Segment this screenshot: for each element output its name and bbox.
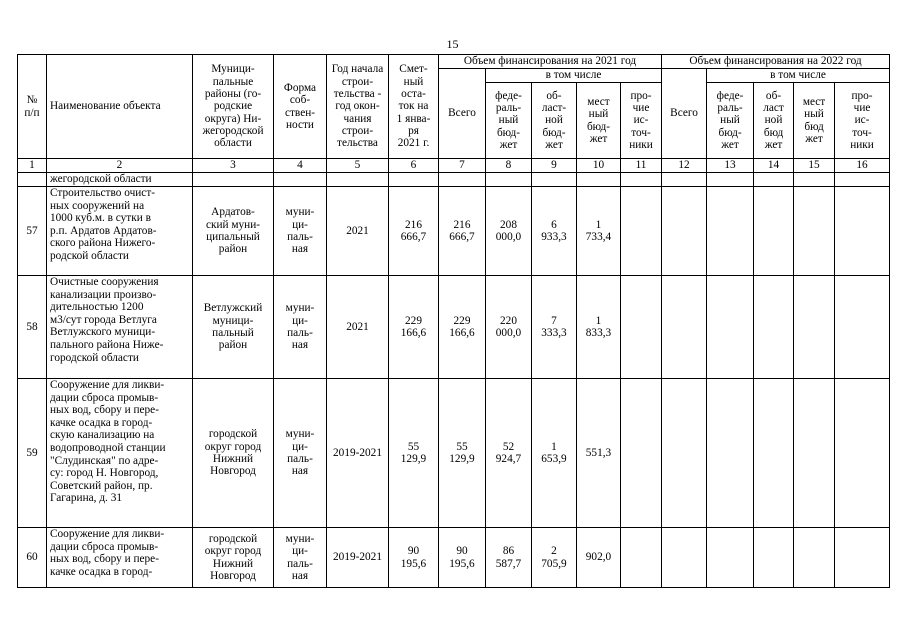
header-number: № п/п <box>18 55 47 159</box>
column-number: 5 <box>327 159 389 173</box>
regional-2021: 6 933,3 <box>532 187 577 276</box>
header-other-2022: про- чие ис- точ- ники <box>835 83 890 159</box>
header-including-2021: в том числе <box>486 69 662 83</box>
total-2021: 55 129,9 <box>439 379 486 528</box>
column-number: 16 <box>835 159 890 173</box>
other-2021 <box>621 528 662 588</box>
header-regional-2021: об- ласт- ной бюд- жет <box>532 83 577 159</box>
local-2021: 551,3 <box>577 379 621 528</box>
header-total-2021: Всего <box>439 69 486 159</box>
construction-years: 2021 <box>327 276 389 379</box>
header-total-2022: Всего <box>662 69 707 159</box>
construction-years: 2019-2021 <box>327 528 389 588</box>
header-other-2021: про- чие ис- точ- ники <box>621 83 662 159</box>
regional-2021: 1 653,9 <box>532 379 577 528</box>
header-financing-2022: Объем финансирования на 2022 год <box>662 55 890 69</box>
page-number: 15 <box>446 37 459 51</box>
estimate-balance: 55 129,9 <box>389 379 439 528</box>
continuation-text: жегородской области <box>47 173 193 187</box>
regional-2021: 7 333,3 <box>532 276 577 379</box>
ownership: муни- ци- паль- ная <box>274 528 327 588</box>
header-local-2021: мест ный бюд- жет <box>577 83 621 159</box>
column-number: 3 <box>193 159 274 173</box>
header-federal-2022: феде- раль- ный бюд- жет <box>707 83 754 159</box>
row-number: 58 <box>18 276 47 379</box>
row-number: 60 <box>18 528 47 588</box>
object-name: Очистные сооружения канализации произво- дительностью 1200 м3/сут города Ветлуга Ветлужского муници- пального района Ниже- городской области <box>47 276 193 379</box>
federal-2021: 86 587,7 <box>486 528 532 588</box>
row-number: 57 <box>18 187 47 276</box>
construction-years: 2021 <box>327 187 389 276</box>
header-construction-years: Год начала строи- тельства - год окон- чания строи- тельства <box>327 55 389 159</box>
district-name: Ардатов- ский муни- ципальный район <box>193 187 274 276</box>
continuation-row <box>18 173 890 187</box>
district-name: городской округ город Нижний Новгород <box>193 528 274 588</box>
header-regional-2022: об- ласт ной бюд жет <box>754 83 794 159</box>
column-number: 15 <box>794 159 835 173</box>
table-row <box>18 187 890 276</box>
local-2021: 902,0 <box>577 528 621 588</box>
estimate-balance: 229 166,6 <box>389 276 439 379</box>
federal-2021: 220 000,0 <box>486 276 532 379</box>
other-2021 <box>621 276 662 379</box>
column-number: 6 <box>389 159 439 173</box>
total-2021: 90 195,6 <box>439 528 486 588</box>
column-number: 8 <box>486 159 532 173</box>
table-row <box>18 528 890 588</box>
regional-2021: 2 705,9 <box>532 528 577 588</box>
object-name: Сооружение для ликви- дации сброса промыв- ных вод, сбору и пере- качке осадка в город- скую канализацию на водопроводной станции "Слудинская" по адре- су: город Н. Новгород, Советский район, пр. Гагарина, д. 31 <box>47 379 193 528</box>
column-numbers-row <box>18 159 890 173</box>
header-estimate-balance: Смет- ный оста- ток на 1 янва- ря 2021 г. <box>389 55 439 159</box>
header-row-1 <box>18 55 890 69</box>
table-row <box>18 379 890 528</box>
table-row <box>18 276 890 379</box>
column-number: 2 <box>47 159 193 173</box>
estimate-balance: 216 666,7 <box>389 187 439 276</box>
column-number: 13 <box>707 159 754 173</box>
ownership: муни- ци- паль- ная <box>274 379 327 528</box>
header-including-2022: в том числе <box>707 69 890 83</box>
ownership: муни- ци- паль- ная <box>274 187 327 276</box>
local-2021: 1 733,4 <box>577 187 621 276</box>
column-number: 1 <box>18 159 47 173</box>
column-number: 9 <box>532 159 577 173</box>
header-federal-2021: феде- раль- ный бюд- жет <box>486 83 532 159</box>
federal-2021: 208 000,0 <box>486 187 532 276</box>
total-2021: 216 666,7 <box>439 187 486 276</box>
local-2021: 1 833,3 <box>577 276 621 379</box>
column-number: 7 <box>439 159 486 173</box>
estimate-balance: 90 195,6 <box>389 528 439 588</box>
column-number: 12 <box>662 159 707 173</box>
federal-2021: 52 924,7 <box>486 379 532 528</box>
construction-years: 2019-2021 <box>327 379 389 528</box>
object-name: Строительство очист- ных сооружений на 1000 куб.м. в сутки в р.п. Ардатов Ардатов- ского района Нижего- родской области <box>47 187 193 276</box>
header-districts: Муници- пальные районы (го- родские округа) Ни- жегородской области <box>193 55 274 159</box>
financing-table <box>17 54 890 588</box>
other-2021 <box>621 379 662 528</box>
column-number: 4 <box>274 159 327 173</box>
column-number: 11 <box>621 159 662 173</box>
other-2021 <box>621 187 662 276</box>
total-2021: 229 166,6 <box>439 276 486 379</box>
column-number: 10 <box>577 159 621 173</box>
header-ownership: Форма соб- ствен- ности <box>274 55 327 159</box>
object-name: Сооружение для ликви- дации сброса промыв- ных вод, сбору и пере- качке осадка в город- <box>47 528 193 588</box>
row-number: 59 <box>18 379 47 528</box>
header-local-2022: мест ный бюд жет <box>794 83 835 159</box>
district-name: Ветлужский муници- пальный район <box>193 276 274 379</box>
district-name: городской округ город Нижний Новгород <box>193 379 274 528</box>
header-financing-2021: Объем финансирования на 2021 год <box>439 55 662 69</box>
column-number: 14 <box>754 159 794 173</box>
ownership: муни- ци- паль- ная <box>274 276 327 379</box>
header-object-name: Наименование объекта <box>47 55 193 159</box>
